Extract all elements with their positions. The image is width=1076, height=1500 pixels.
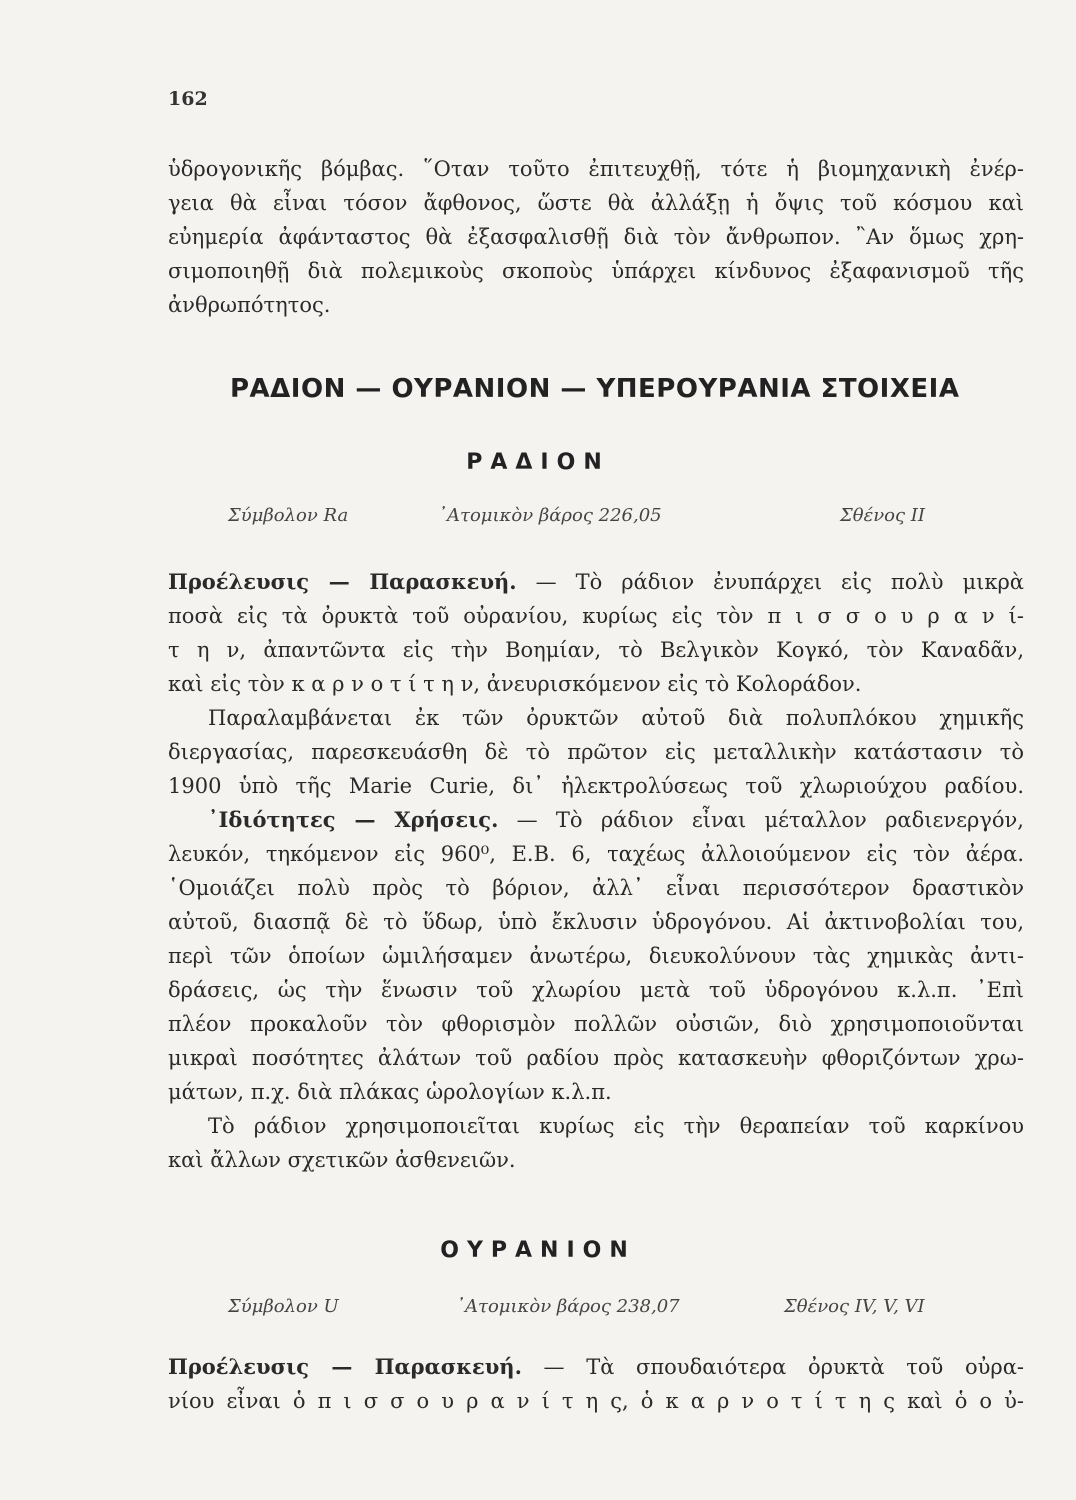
text-line: λευκόν, τηκόμενον εἰς 960⁰, Ε.Β. 6, ταχέως ἀλλοιούμενον εἰς τὸν ἀέρα. xyxy=(168,842,1024,866)
text-line: μάτων, π.χ. διὰ πλάκας ὡρολογίων κ.λ.π. xyxy=(168,1080,612,1104)
text-line: 1900 ὑπὸ τῆς Marie Curie, δι᾿ ἠλεκτρολύσεως τοῦ χλωριούχου ραδίου. xyxy=(168,774,1024,798)
text-line: μικραὶ ποσότητες ἀλάτων τοῦ ραδίου πρὸς κατασκευὴν φθοριζόντων χρω- xyxy=(168,1046,1024,1070)
text-line xyxy=(168,1350,1024,1384)
text-line: καὶ εἰς τὸν κ α ρ ν ο τ ί τ η ν, ἀνευρισκόμενον εἰς τὸ Κολοράδον. xyxy=(168,672,862,696)
radion-body xyxy=(168,565,1024,1177)
atomic-weight: ᾿Ατομικὸν βάρος 238,07 xyxy=(456,1296,680,1317)
text-line: εὐημερία ἀφάνταστος θὰ ἐξασφαλισθῇ διὰ τὸν ἄνθρωπον. ῍Αν ὅμως χρη- xyxy=(168,225,1024,249)
text-fragment: — Τὸ ράδιον εἶναι μέταλλον ραδιενεργόν, xyxy=(498,808,1024,832)
ouranion-body xyxy=(168,1350,1024,1418)
text-fragment: — Τὸ ράδιον ἐνυπάρχει εἰς πολὺ μικρὰ xyxy=(516,570,1024,594)
valence: Σθένος IV, V, VI xyxy=(784,1296,925,1317)
text-line: πλέον προκαλοῦν τὸν φθορισμὸν πολλῶν οὐσιῶν, διὸ χρησιμοποιοῦνται xyxy=(168,1012,1024,1036)
text-line: αὐτοῦ, διασπᾷ δὲ τὸ ὕδωρ, ὑπὸ ἔκλυσιν ὑδρογόνου. Αἱ ἀκτινοβολίαι του, xyxy=(168,910,1024,934)
paragraph-label: ᾿Ιδιότητες — Χρήσεις. xyxy=(208,807,499,832)
paragraph-label: Προέλευσις — Παρασκευή. xyxy=(168,1354,522,1379)
text-line: περὶ τῶν ὁποίων ὡμιλήσαμεν ἀνωτέρω, διευκολύνουν τὰς χημικὰς ἀντι- xyxy=(168,944,1024,968)
symbol: Σύμβολον Ra xyxy=(228,505,349,526)
text-line: σιμοποιηθῇ διὰ πολεμικοὺς σκοποὺς ὑπάρχει κίνδυνος ἐξαφανισμοῦ τῆς xyxy=(168,259,1024,283)
text-line: Παραλαμβάνεται ἐκ τῶν ὀρυκτῶν αὐτοῦ διὰ πολυπλόκου χημικῆς xyxy=(208,706,1024,730)
text-line: ποσὰ εἰς τὰ ὀρυκτὰ τοῦ οὐρανίου, κυρίως εἰς τὸν π ι σ σ ο υ ρ α ν ί- xyxy=(168,604,1024,628)
text-line: ἀνθρωπότητος. xyxy=(168,293,331,317)
element-heading-ouranion: ΟΥΡΑΝΙΟΝ xyxy=(440,1238,636,1263)
text-line xyxy=(168,565,1024,599)
text-line: τ η ν, ἀπαντῶντα εἰς τὴν Βοημίαν, τὸ Βελγικὸν Κογκό, τὸν Καναδᾶν, xyxy=(168,638,1024,662)
text-line: ῾Ομοιάζει πολὺ πρὸς τὸ βόριον, ἀλλ᾿ εἶναι περισσότερον δραστικὸν xyxy=(168,876,1024,900)
text-line: γεια θὰ εἶναι τόσον ἄφθονος, ὥστε θὰ ἀλλάξῃ ἡ ὄψις τοῦ κόσμου καὶ xyxy=(168,191,1024,215)
text-line: νίου εἶναι ὁ π ι σ σ ο υ ρ α ν ί τ η ς, ὁ κ α ρ ν ο τ ί τ η ς καὶ ὁ ο ὐ- xyxy=(168,1389,1024,1413)
text-line: καὶ ἄλλων σχετικῶν ἀσθενειῶν. xyxy=(168,1148,516,1172)
text-line xyxy=(168,803,1024,837)
paragraph-label: Προέλευσις — Παρασκευή. xyxy=(168,569,517,594)
text-line: ὑδρογονικῆς βόμβας. ῞Οταν τοῦτο ἐπιτευχθῇ, τότε ἡ βιομηχανικὴ ἐνέρ- xyxy=(168,157,1024,181)
element-heading-radion: ΡΑΔΙΟΝ xyxy=(466,450,610,475)
text-fragment: — Τὰ σπουδαιότερα ὀρυκτὰ τοῦ οὐρα- xyxy=(521,1355,1024,1379)
text-line: Τὸ ράδιον χρησιμοποιεῖται κυρίως εἰς τὴν θεραπείαν τοῦ καρκίνου xyxy=(208,1114,1024,1138)
symbol: Σύμβολον U xyxy=(228,1296,339,1317)
intro-paragraph xyxy=(168,152,1024,322)
valence: Σθένος II xyxy=(840,505,926,526)
text-line: διεργασίας, παρεσκευάσθη δὲ τὸ πρῶτον εἰς μεταλλικὴν κατάστασιν τὸ xyxy=(168,740,1024,764)
section-heading: ΡΑΔΙΟΝ — ΟΥΡΑΝΙΟΝ — ΥΠΕΡΟΥΡΑΝΙΑ ΣΤΟΙΧΕΙΑ xyxy=(230,374,960,404)
atomic-weight: ᾿Ατομικὸν βάρος 226,05 xyxy=(438,505,662,526)
text-line: δράσεις, ὡς τὴν ἕνωσιν τοῦ χλωρίου μετὰ τοῦ ὑδρογόνου κ.λ.π. ᾿Επὶ xyxy=(168,978,1024,1002)
page-number: 162 xyxy=(168,88,208,110)
